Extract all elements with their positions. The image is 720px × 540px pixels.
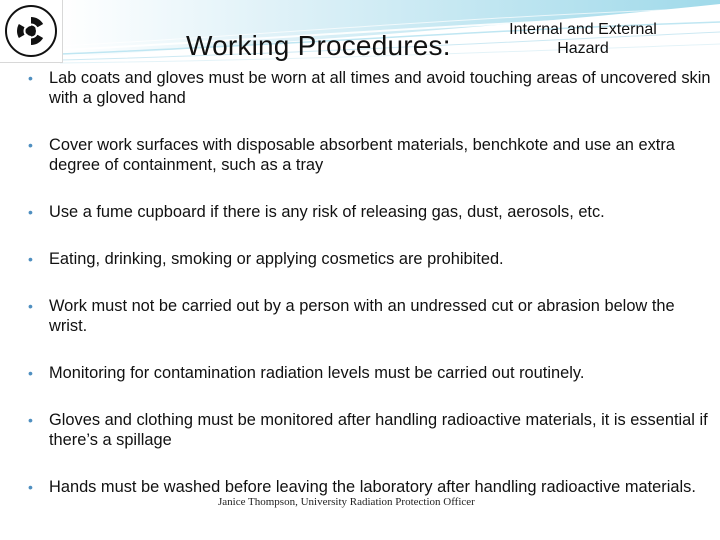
bullet-text: Gloves and clothing must be monitored after handling radioactive materials, it is essential if there’s a spillage [49,411,708,449]
bullet-text: Eating, drinking, smoking or applying cosmetics are prohibited. [49,250,504,268]
bullet-marker: • [28,298,33,314]
bullet-marker: • [28,137,33,153]
list-item [28,135,712,175]
bullet-list [28,68,712,524]
radiation-trefoil-icon [4,4,58,58]
radiation-logo [0,0,63,63]
list-item [28,202,712,222]
bullet-text: Use a fume cupboard if there is any risk of releasing gas, dust, aerosols, etc. [49,203,605,221]
bullet-text: Monitoring for contamination radiation levels must be carried out routinely. [49,364,585,382]
list-item [28,363,712,383]
list-item [28,410,712,450]
list-item [28,296,712,336]
list-item [28,249,712,269]
slide-footer: Janice Thompson, University Radiation Protection Officer [218,496,475,508]
bullet-text: Lab coats and gloves must be worn at all times and avoid touching areas of uncovered skin with a gloved hand [49,69,711,107]
bullet-text: Hands must be washed before leaving the laboratory after handling radioactive materials. [49,478,696,496]
bullet-marker: • [28,365,33,381]
bullet-marker: • [28,70,33,86]
bullet-marker: • [28,204,33,220]
slide-title: Working Procedures: [186,30,451,61]
bullet-text: Work must not be carried out by a person with an undressed cut or abrasion below the wrist. [49,297,675,335]
bullet-marker: • [28,479,33,495]
list-item [28,477,712,497]
bullet-marker: • [28,251,33,267]
bullet-text: Cover work surfaces with disposable absorbent materials, benchkote and use an extra degree of containment, such as a tray [49,136,675,174]
slide-subtitle: Internal and External Hazard [509,21,657,57]
bullet-marker: • [28,412,33,428]
list-item [28,68,712,108]
header-band [0,0,720,66]
